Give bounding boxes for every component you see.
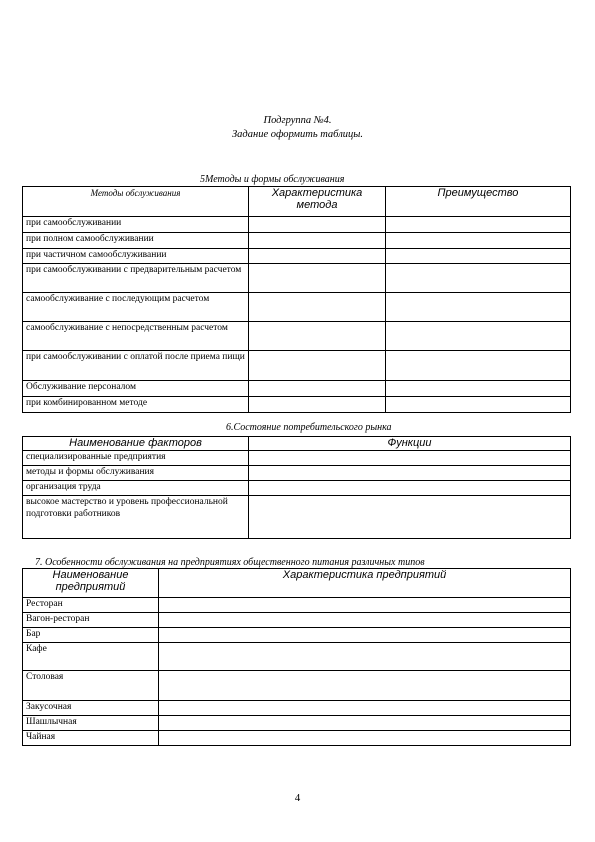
table-cell[interactable] (386, 397, 571, 413)
table-cell[interactable] (386, 249, 571, 264)
assignment-title: Задание оформить таблицы. (231, 129, 364, 140)
table5-row-label: при частичном самообслуживании (23, 249, 249, 264)
table7-row-label: Бар (23, 628, 159, 643)
table5-row-label: при полном самообслуживании (23, 233, 249, 249)
subgroup-title: Подгруппа №4. (263, 115, 332, 126)
table-cell[interactable] (386, 233, 571, 249)
table-cell[interactable] (159, 716, 571, 731)
table-row (23, 731, 571, 746)
table6 (22, 436, 571, 539)
table5-row-label: при самообслуживании (23, 217, 249, 233)
table7 (22, 568, 571, 746)
table-row (23, 701, 571, 716)
table-row (23, 466, 571, 481)
table-row (23, 671, 571, 701)
table5-row-label: Обслуживание персоналом (23, 381, 249, 397)
table7-row-label: Шашлычная (23, 716, 159, 731)
table-cell[interactable] (159, 671, 571, 701)
table-cell[interactable] (386, 293, 571, 322)
table6-row-label: высокое мастерство и уровень профессиональной подготовки работников (23, 496, 249, 539)
table-row (23, 233, 571, 249)
table-row (23, 264, 571, 293)
table-cell[interactable] (249, 381, 386, 397)
table-row (23, 351, 571, 381)
table6-header-row (23, 437, 571, 451)
table7-row-label: Закусочная (23, 701, 159, 716)
table-cell[interactable] (249, 249, 386, 264)
table5-row-label: самообслуживание с непосредственным расчетом (23, 322, 249, 351)
table-cell[interactable] (249, 293, 386, 322)
table-cell[interactable] (159, 701, 571, 716)
table-cell[interactable] (249, 264, 386, 293)
page-number: 4 (294, 792, 301, 804)
table5 (22, 186, 571, 413)
table5-caption: 5Методы и формы обслуживания (200, 174, 345, 185)
table7-row-label: Чайная (23, 731, 159, 746)
table-cell[interactable] (386, 264, 571, 293)
table-cell[interactable] (159, 731, 571, 746)
table-row (23, 217, 571, 233)
table-cell[interactable] (249, 466, 571, 481)
table5-row-label: самообслуживание с последующим расчетом (23, 293, 249, 322)
table-row (23, 643, 571, 671)
table7-col-name: Наименование предприятий (23, 569, 159, 598)
table5-row-label: при самообслуживании с оплатой после приема пищи (23, 351, 249, 381)
table-row (23, 628, 571, 643)
table-row (23, 322, 571, 351)
table-cell[interactable] (159, 643, 571, 671)
table7-header-row (23, 569, 571, 598)
table7-caption: 7. Особенности обслуживания на предприятиях общественного питания различных типов (35, 557, 425, 568)
table-cell[interactable] (159, 628, 571, 643)
table7-row-label: Кафе (23, 643, 159, 671)
table-row (23, 451, 571, 466)
table-row (23, 496, 571, 539)
table5-col-methods: Методы обслуживания (23, 187, 249, 217)
table5-col-advantage: Преимущество (386, 187, 571, 217)
table-row (23, 598, 571, 613)
table5-col-characteristic: Характеристика метода (249, 187, 386, 217)
table-cell[interactable] (249, 451, 571, 466)
table7-row-label: Ресторан (23, 598, 159, 613)
table-row (23, 397, 571, 413)
table-cell[interactable] (249, 233, 386, 249)
table-cell[interactable] (249, 351, 386, 381)
table6-row-label: методы и формы обслуживания (23, 466, 249, 481)
table-cell[interactable] (249, 217, 386, 233)
table-row (23, 481, 571, 496)
table6-col-functions: Функции (249, 437, 571, 451)
table5-row-label: при комбинированном методе (23, 397, 249, 413)
table6-col-factors: Наименование факторов (23, 437, 249, 451)
table-cell[interactable] (249, 397, 386, 413)
table-row (23, 381, 571, 397)
table7-row-label: Столовая (23, 671, 159, 701)
table5-row-label: при самообслуживании с предварительным расчетом (23, 264, 249, 293)
table-row (23, 716, 571, 731)
table-cell[interactable] (249, 481, 571, 496)
table-row (23, 293, 571, 322)
table-cell[interactable] (386, 217, 571, 233)
table-cell[interactable] (249, 322, 386, 351)
table-row (23, 613, 571, 628)
table-cell[interactable] (159, 613, 571, 628)
table-cell[interactable] (159, 598, 571, 613)
table6-row-label: организация труда (23, 481, 249, 496)
table6-caption: 6.Состояние потребительского рынка (226, 422, 392, 433)
table7-row-label: Вагон-ресторан (23, 613, 159, 628)
table-cell[interactable] (386, 381, 571, 397)
table5-header-row (23, 187, 571, 217)
table-cell[interactable] (386, 322, 571, 351)
table-cell[interactable] (386, 351, 571, 381)
table-row (23, 249, 571, 264)
table7-col-characteristic: Характеристика предприятий (159, 569, 571, 598)
table6-row-label: специализированные предприятия (23, 451, 249, 466)
table-cell[interactable] (249, 496, 571, 539)
